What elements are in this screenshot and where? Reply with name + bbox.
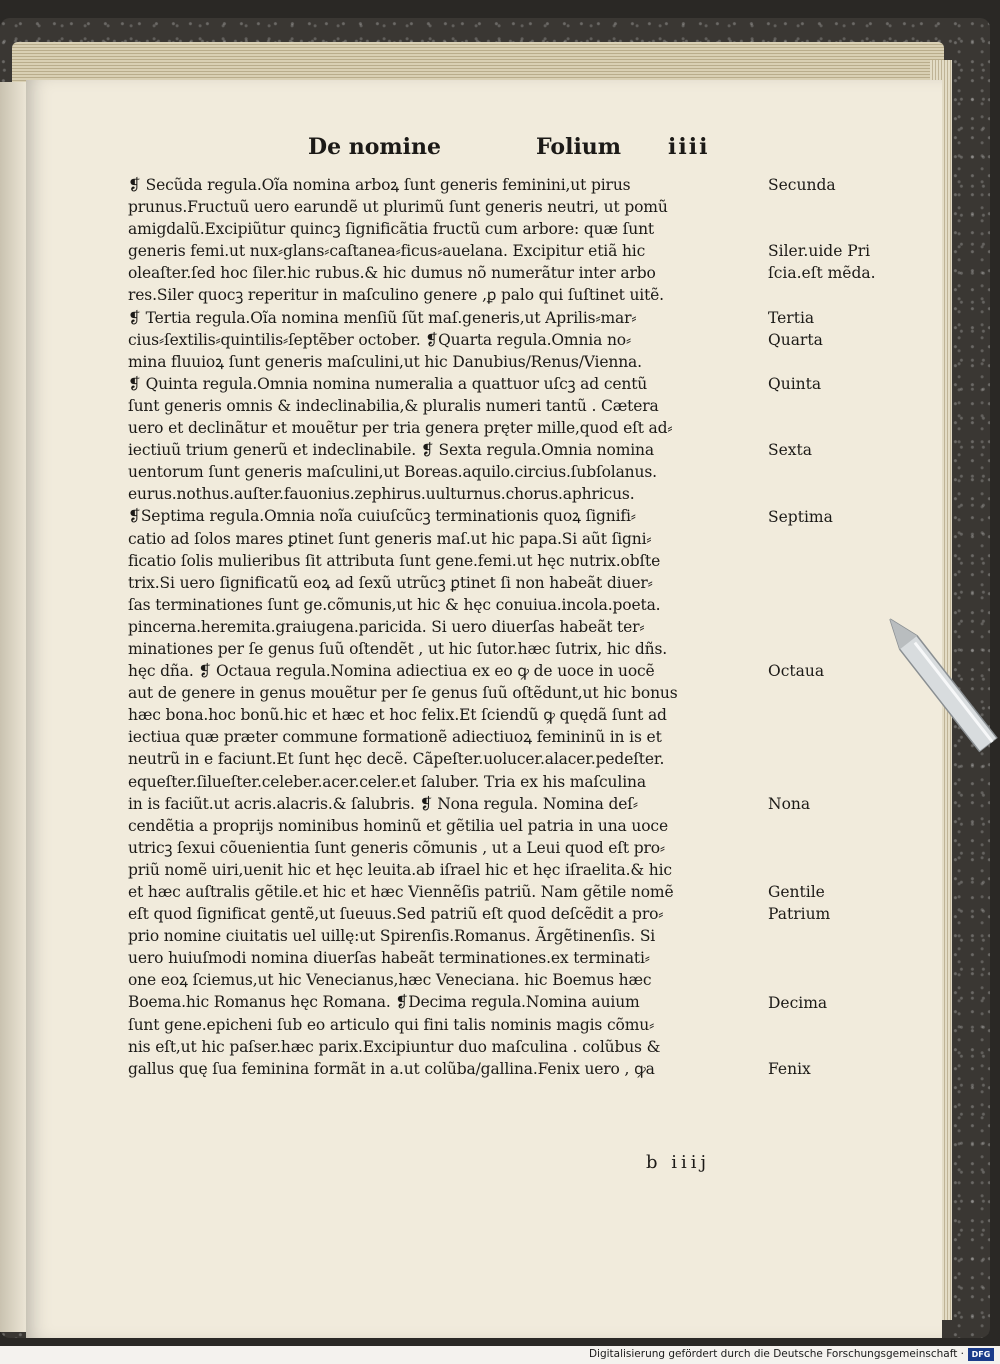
footer-bar [0,1346,1000,1364]
text-line: gallus quę ſua feminina formãt in a.ut colũba/gallina.Fenix uero , ꝙa [128,1059,655,1078]
margin-note: Septima [768,507,833,526]
text-line: ſunt gene.epicheni ſub eo articulo qui fini talis nominis magis cõmu⸗ [128,1015,655,1034]
margin-note: Quarta [768,330,823,349]
text-line: in is faciũt.ut acris.alacris.& ſalubris. ❡ Nona regula. Nomina deſ⸗ [128,794,638,813]
text-line: nis eſt,ut hic paſser.hæc parix.Excipiuntur duo maſculina . colũbus & [128,1037,661,1056]
text-line: hęc dña. ❡ Octaua regula.Nomina adiectiua ex eo ꝙ de uoce in uocẽ [128,662,655,681]
text-line: uero huiuſmodi nomina diuerſas habeãt terminationes.ex terminati⸗ [128,949,650,968]
margin-note: Sexta [768,441,813,460]
text-line: res.Siler quocꝫ reperitur in maſculino genere ,ꝑ palo qui ſuſtinet uitẽ. [128,286,664,305]
body-text [128,174,758,1080]
text-line: ſunt generis omnis & indeclinabilia,& pluralis numeri tantũ . Cætera [128,396,659,415]
margin-note: Octaua [768,662,825,681]
text-line: one eoꝝ ſciemus,ut hic Venecianus,hæc Veneciana. hic Boemus hæc [128,971,652,990]
margin-note: Gentile [768,883,825,902]
text-line: equeſter.ſilueſter.celeber.acer.celer.et ſaluber. Tria ex his maſculina [128,772,646,791]
running-head-folium: Folium [536,134,622,160]
margin-note: Secunda [768,176,836,194]
margin-note: Tertia [768,308,815,327]
text-line: ❡Septima regula.Omnia noĩa cuiuſcũcꝫ terminationis quoꝝ ſignifi⸗ [128,507,636,526]
text-line: ❡ Quinta regula.Omnia nomina numeralia a quattuor uſcꝫ ad centũ [128,374,648,393]
text-line: iectiuũ trium generũ et indeclinabile. ❡ Sexta regula.Omnia nomina [128,441,654,460]
text-line: ficatio ſolis mulieribus ſit attributa ſunt gene.femi.ut hęc nutrix.obſte [128,551,661,570]
text-line: ❡ Tertia regula.Oĩa nomina menſiũ ſũt maſ.generis,ut Aprilis⸗mar⸗ [128,308,637,327]
running-head [0,134,1000,174]
text-line: hæc bona.hoc bonũ.hic et hæc et hoc felix.Et ſciendũ ꝙ quędã ſunt ad [128,706,667,725]
text-line: eſt quod ſignificat gentẽ,ut ſueuus.Sed patriũ eſt quod deſcẽdit a pro⸗ [128,905,664,924]
text-line: mina fluuioꝝ ſunt generis maſculini,ut hic Danubius/Renus/Vienna. [128,352,642,371]
text-line: iectiua quæ præter commune formationẽ adiectiuoꝝ femininũ in is et [128,728,662,747]
text-line: eurus.nothus.auſter.fauonius.zephirus.uulturnus.chorus.aphricus. [128,485,635,504]
text-line: oleaſter.ſed hoc ſiler.hic rubus.& hic dumus nõ numerãtur inter arbo [128,264,656,283]
text-line: et hæc auſtralis gẽtile.et hic et hæc Viennẽſis patriũ. Nam gẽtile nomẽ [128,883,674,901]
margin-note: Quinta [768,374,822,393]
text-line: cius⸗ſextilis⸗quintilis⸗ſeptẽber october. ❡Quarta regula.Omnia no⸗ [128,330,631,349]
text-line: neutrũ in e faciunt.Et ſunt hęc decẽ. Cãpeſter.uolucer.alacer.pedeſter. [128,750,665,769]
text-line: priũ nomẽ uiri,uenit hic et hęc leuita.ab iſrael hic et hęc iſraelita.& hic [128,860,672,879]
text-line: catio ad ſolos mares ꝑtinet ſunt generis maſ.ut hic papa.Si aũt ſigni⸗ [128,529,652,548]
text-line: minationes per ſe genus ſuũ oſtendẽt , ut hic ſutor.hæc ſutrix, hic dñs. [128,639,668,658]
running-head-folio-number: iiii [668,134,710,160]
margin-note: Fenix [768,1060,811,1078]
text-line: generis femi.ut nux⸗glans⸗caſtanea⸗ficus⸗auelana. Excipitur etiã hic [128,242,646,261]
text-line: pincerna.heremita.graiugena.paricida. Si uero diuerſas habeãt ter⸗ [128,617,645,636]
text-line: aut de genere in genus mouẽtur per ſe genus ſuũ oſtẽdunt,ut hic bonus [128,684,678,703]
margin-note: Patrium [768,905,831,924]
signature-mark: b iiij [646,1152,711,1173]
text-line: Boema.hic Romanus hęc Romana. ❡Decima regula.Nomina auium [128,993,640,1012]
footer-credit: Digitalisierung gefördert durch die Deutsche Forschungsgemeinschaft · [588,1348,964,1360]
text-line: amigdalũ.Excipiũtur quincꝫ ſignificãtia fructũ cum arbore: quæ ſunt [128,220,655,239]
text-line: utricꝫ ſexui cõuenientia ſunt generis cõmunis , ut a Leui quod eſt pro⸗ [128,838,665,857]
margin-note: Siler.uide Pri [768,242,871,261]
dfg-logo: DFG [968,1348,994,1361]
margin-note: Nona [768,794,811,813]
text-line: trix.Si uero ſignificatũ eoꝝ ad ſexũ utrũcꝫ ꝑtinet ſi non habeãt diuer⸗ [128,573,653,592]
facing-page-edge [0,82,28,1332]
margin-note: ſcia.eſt mẽda. [768,264,876,283]
text-line: cendẽtia a proprijs nominibus hominũ et gẽtilia uel patria in una uoce [128,816,668,835]
text-line: prio nomine ciuitatis uel uillę:ut Spirenſis.Romanus. Ãrgẽtinenſis. Si [128,927,656,946]
text-line: uentorum ſunt generis maſculini,ut Boreas.aquilo.circius.ſubſolanus. [128,463,657,482]
running-head-title: De nomine [308,134,442,160]
text-line: uero et declinãtur et mouẽtur per tria genera pręter mille,quod eſt ad⸗ [128,419,673,438]
text-line: ſas terminationes ſunt ge.cõmunis,ut hic & hęc conuiua.incola.poeta. [128,595,661,614]
text-line: ❡ Secũda regula.Oĩa nomina arboꝝ ſunt generis feminini,ut pirus [128,176,631,194]
margin-note: Decima [768,993,828,1012]
text-line: prunus.Fructuũ uero earundẽ ut plurimũ ſunt generis neutri, ut pomũ [128,198,668,217]
